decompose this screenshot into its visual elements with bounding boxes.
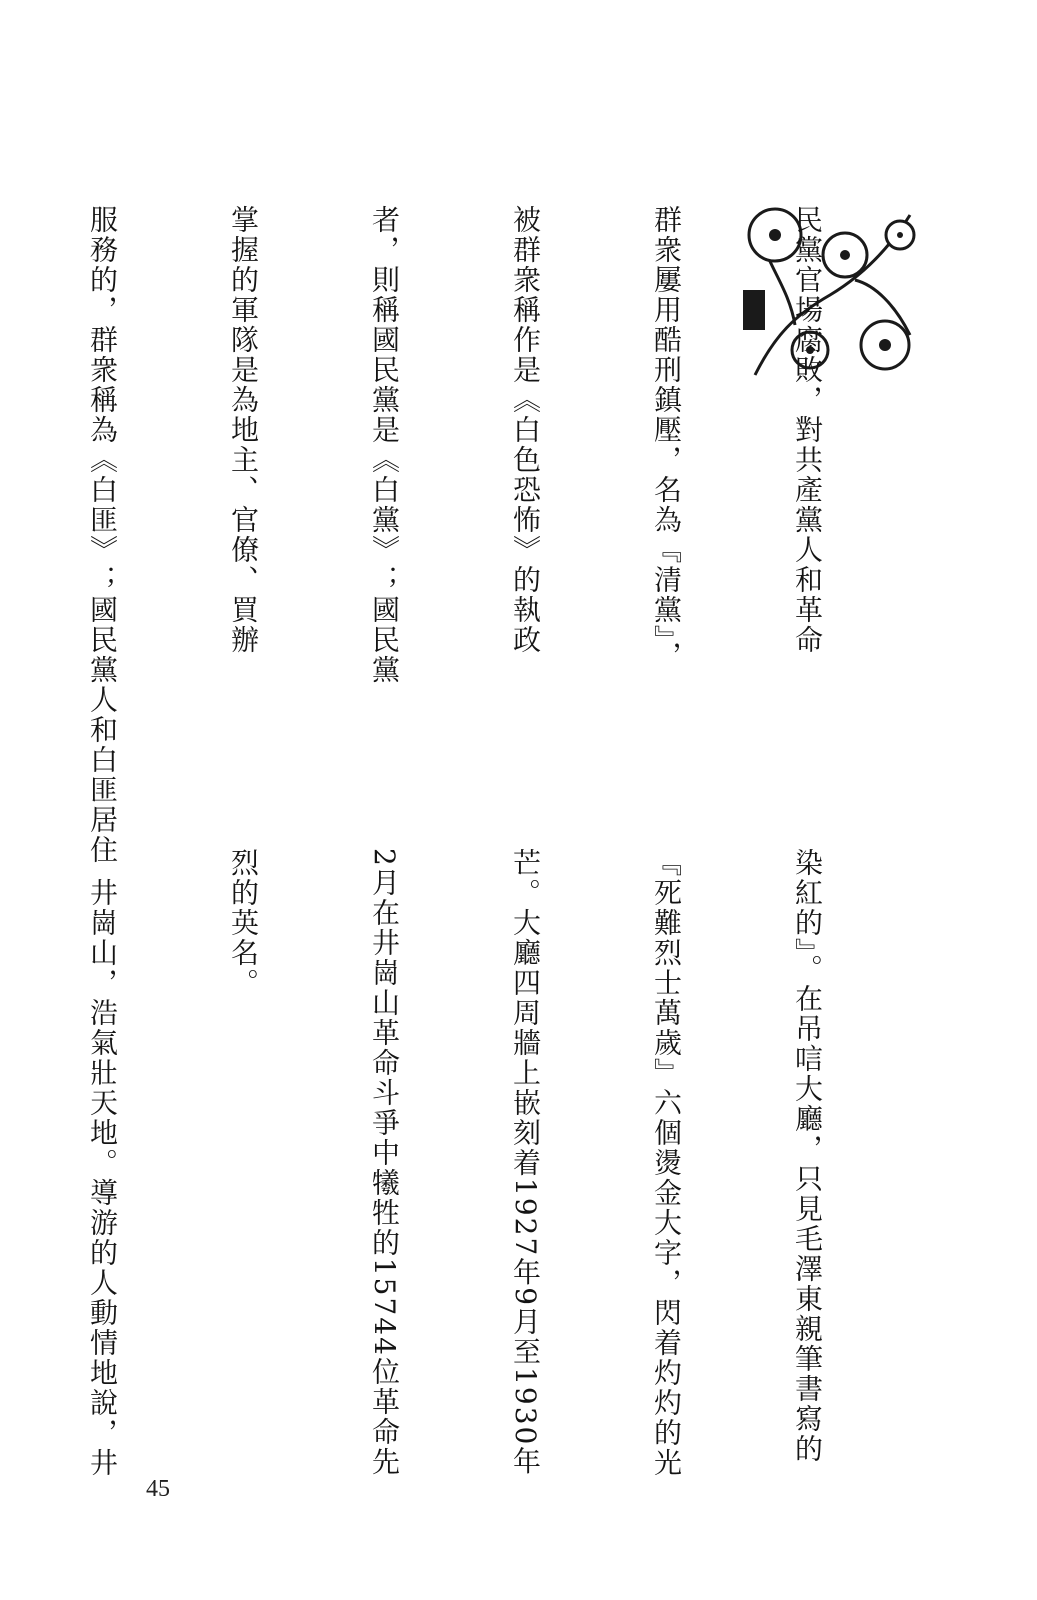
text-column: 烈的英名。 [227,848,260,998]
text-column: 群衆屢用酷刑鎮壓，名為『清黨』， [650,205,683,671]
text-column: 者，則稱國民黨是《白黨》；國民黨 [368,205,401,685]
upper-text-block [0,205,925,865]
text-column: 被群衆稱作是《白色恐怖》的執政 [509,205,542,655]
text-column: 民黨官場腐敗，對共產黨人和革命 [791,205,824,655]
text-column: 『死難烈士萬歲』六個燙金大字，閃着灼灼的光 [650,848,683,1478]
text-column: 芒。大廳四周牆上嵌刻着1927年9月至1930年 [509,848,542,1477]
text-column: 2月在井崗山革命斗爭中犧牲的15744位革命先 [368,848,401,1477]
page-number: 45 [146,1476,170,1502]
text-column: 染紅的』。在吊唁大廳，只見毛澤東親筆書寫的 [791,848,824,1464]
text-column: 井崗山，浩氣壯天地。導游的人動情地說，井 [86,848,119,1478]
text-column: 服務的，群衆稱為《白匪》；國民黨人和白匪居住 [86,205,119,865]
lower-text-block [0,848,925,1483]
text-column: 掌握的軍隊是為地主、官僚、買辦 [227,205,260,655]
